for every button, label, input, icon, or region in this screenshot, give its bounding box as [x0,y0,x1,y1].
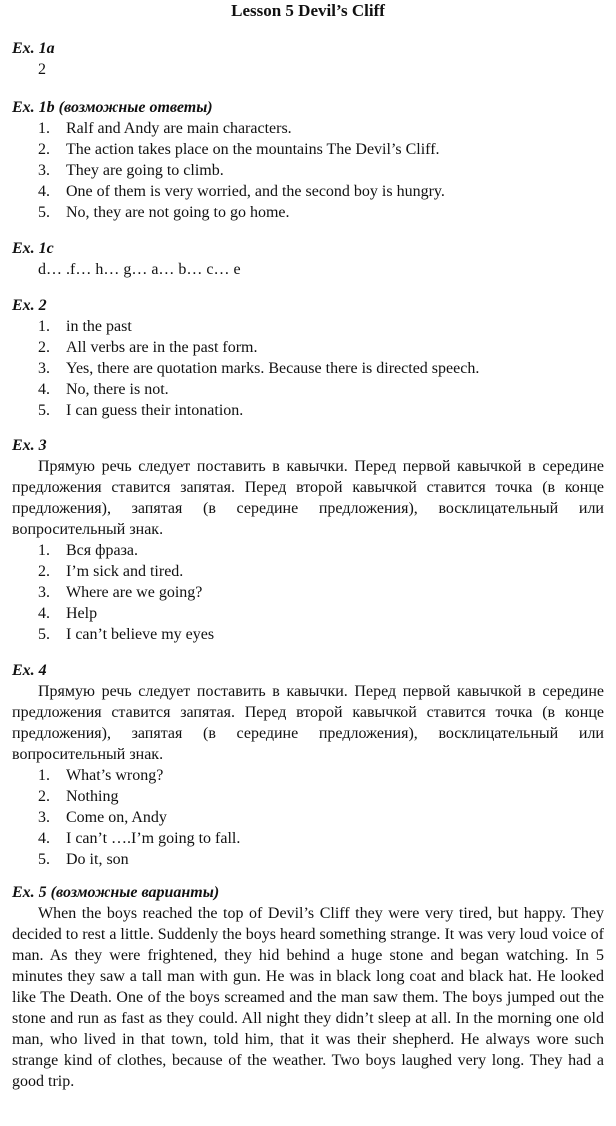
exercise-heading: Ex. 1c [12,240,54,257]
exercise-story: When the boys reached the top of Devil’s Cliff they were very tired, but happy. They decided to rest a little. Suddenly the boys heard something strange. It was very loud voice of man. As they were frightened, they hid behind a huge stone and began watching. In 5 minutes they saw a tall man with gun. He was in black long coat and black hat. He looked like The Death. One of the boys screamed and the man saw them. The boys jumped out the stone and run as fast as they could. All night they didn’t sleep at all. In the morning one old man, who lived in that town, told him, that it was their shepherd. He always wore such strange kind of clothes, because of the weather. Two boys laughed very long. They had a good trip. [12,905,604,1090]
answer-list [12,765,604,870]
list-item: 3. Come on, Andy [38,809,167,826]
exercise-heading: Ex. 2 [12,297,47,314]
answer-list [12,316,604,421]
list-item: 4. One of them is very worried, and the second boy is hungry. [38,183,445,200]
list-item: 5. Do it, son [38,851,129,868]
exercise-2 [12,295,604,421]
list-item: 1. Ralf and Andy are main characters. [38,120,292,137]
list-item: 2. Nothing [38,788,119,805]
exercise-1a [12,38,604,80]
list-item: 4. I can’t ….I’m going to fall. [38,830,241,847]
exercise-heading: Ex. 1b (возможные ответы) [12,99,213,116]
exercise-5 [12,882,604,1092]
list-item: 1. Вся фраза. [38,542,139,559]
exercise-4 [12,660,604,870]
list-item: 2. The action takes place on the mountains The Devil’s Cliff. [38,141,440,158]
exercise-heading: Ex. 5 (возможные варианты) [12,884,220,901]
list-item: 3. Yes, there are quotation marks. Because there is directed speech. [38,360,480,377]
list-item: 3. Where are we going? [38,584,203,601]
lesson-title: Lesson 5 Devil’s Cliff [231,1,385,20]
list-item: 1. What’s wrong? [38,767,164,784]
exercise-heading: Ex. 1a [12,40,55,57]
answer-list [12,118,604,223]
list-item: 5. I can guess their intonation. [38,402,244,419]
list-item: 4. Help [38,605,98,622]
exercise-answer: 2 [38,61,46,78]
list-item: 5. I can’t believe my eyes [38,626,215,643]
exercise-1c [12,238,604,280]
exercise-answer: d… .f… h… g… a… b… c… e [38,261,241,278]
list-item: 2. I’m sick and tired. [38,563,184,580]
exercise-instructions: Прямую речь следует поставить в кавычки. Перед первой кавычкой в середине предложения ставится запятая. Перед второй кавычкой ставится точка (в конце предложения), запятая (в середине предложения), восклицательный или вопросительный знак. [12,683,604,763]
exercise-heading: Ex. 4 [12,662,47,679]
list-item: 3. They are going to climb. [38,162,224,179]
list-item: 1. in the past [38,318,132,335]
list-item: 2. All verbs are in the past form. [38,339,258,356]
answer-list [12,540,604,645]
exercise-heading: Ex. 3 [12,437,47,454]
exercise-1b [12,97,604,223]
list-item: 5. No, they are not going to go home. [38,204,290,221]
list-item: 4. No, there is not. [38,381,169,398]
exercise-instructions: Прямую речь следует поставить в кавычки. Перед первой кавычкой в середине предложения ставится запятая. Перед второй кавычкой ставится точка (в конце предложения), запятая (в середине предложения), восклицательный или вопросительный знак. [12,458,604,538]
exercise-3 [12,435,604,645]
